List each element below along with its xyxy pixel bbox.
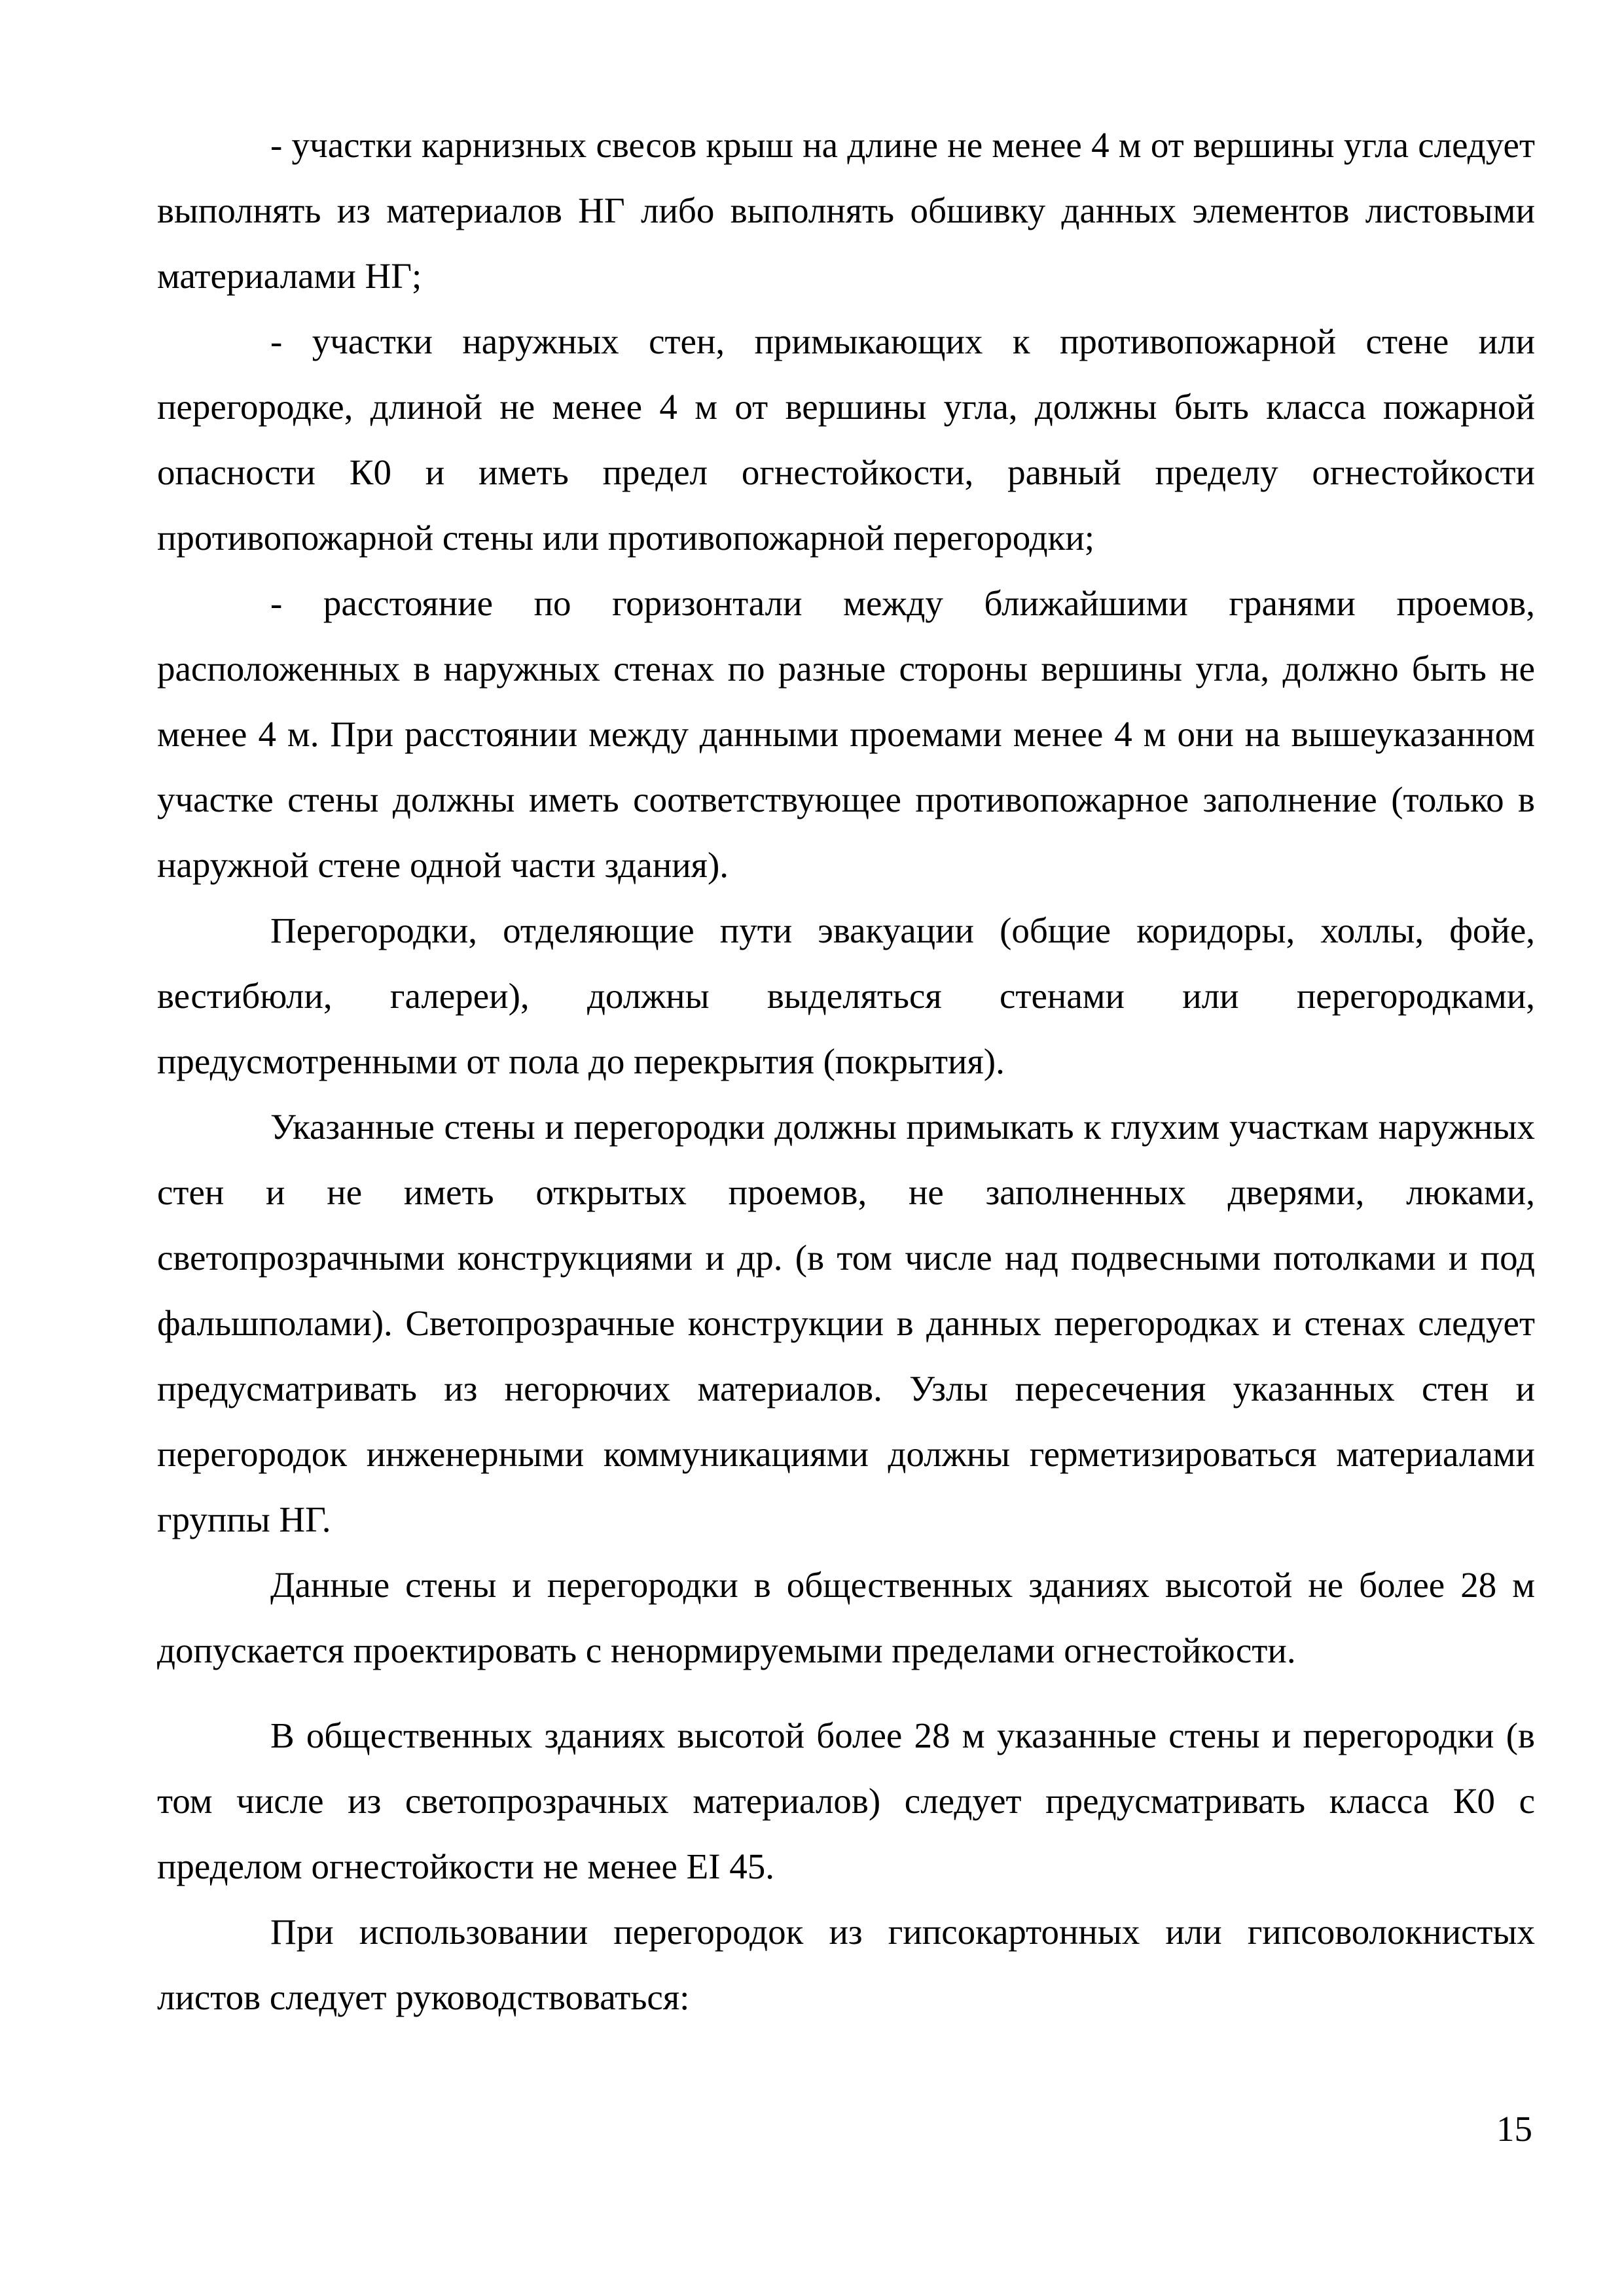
page-number: 15	[1496, 2109, 1532, 2149]
document-body	[157, 113, 1535, 2030]
paragraph-buildings-over-28m: В общественных зданиях высотой более 28 м указанные стены и перегородки (в том числе из светопрозрачных материалов) следует предусматривать класса К0 с пределом огнестойкости не менее EI 45.	[157, 1715, 1535, 1886]
paragraph-opening-distance: - расстояние по горизонтали между ближайшими гранями проемов, расположенных в наружных стенах по разные стороны вершины угла, должно быть не менее 4 м. При расстоянии между данными проемами менее 4 м они на вышеуказанном участке стены должны иметь соответствующее противопожарное заполнение (только в наружной стене одной части здания).	[157, 583, 1535, 885]
paragraph-eaves-overhangs: - участки карнизных свесов крыш на длине не менее 4 м от вершины угла следует выполнять из материалов НГ либо выполнять обшивку данных элементов листовыми материалами НГ;	[157, 125, 1535, 296]
paragraph-buildings-under-28m: Данные стены и перегородки в общественных зданиях высотой не более 28 м допускается проектировать с ненормируемыми пределами огнестойкости.	[157, 1565, 1535, 1670]
paragraph-walls-adjoin: Указанные стены и перегородки должны примыкать к глухим участкам наружных стен и не иметь открытых проемов, не заполненных дверями, люками, светопрозрачными конструкциями и др. (в том числе над подвесными потолками и под фальшполами). Светопрозрачные конструкции в данных перегородках и стенах следует предусматривать из негорючих материалов. Узлы пересечения указанных стен и перегородок инженерными коммуникациями должны герметизироваться материалами группы НГ.	[157, 1107, 1535, 1539]
paragraph-external-walls: - участки наружных стен, примыкающих к противопожарной стене или перегородке, длиной не менее 4 м от вершины угла, должны быть класса пожарной опасности К0 и иметь предел огнестойкости, равный пределу огнестойкости противопожарной стены или противопожарной перегородки;	[157, 321, 1535, 558]
paragraph-gypsum-partitions: При использовании перегородок из гипсокартонных или гипсоволокнистых листов следует руководствоваться:	[157, 1912, 1535, 2017]
paragraph-evacuation-partitions: Перегородки, отделяющие пути эвакуации (общие коридоры, холлы, фойе, вестибюли, галереи), должны выделяться стенами или перегородками, предусмотренными от пола до перекрытия (покрытия).	[157, 910, 1535, 1081]
